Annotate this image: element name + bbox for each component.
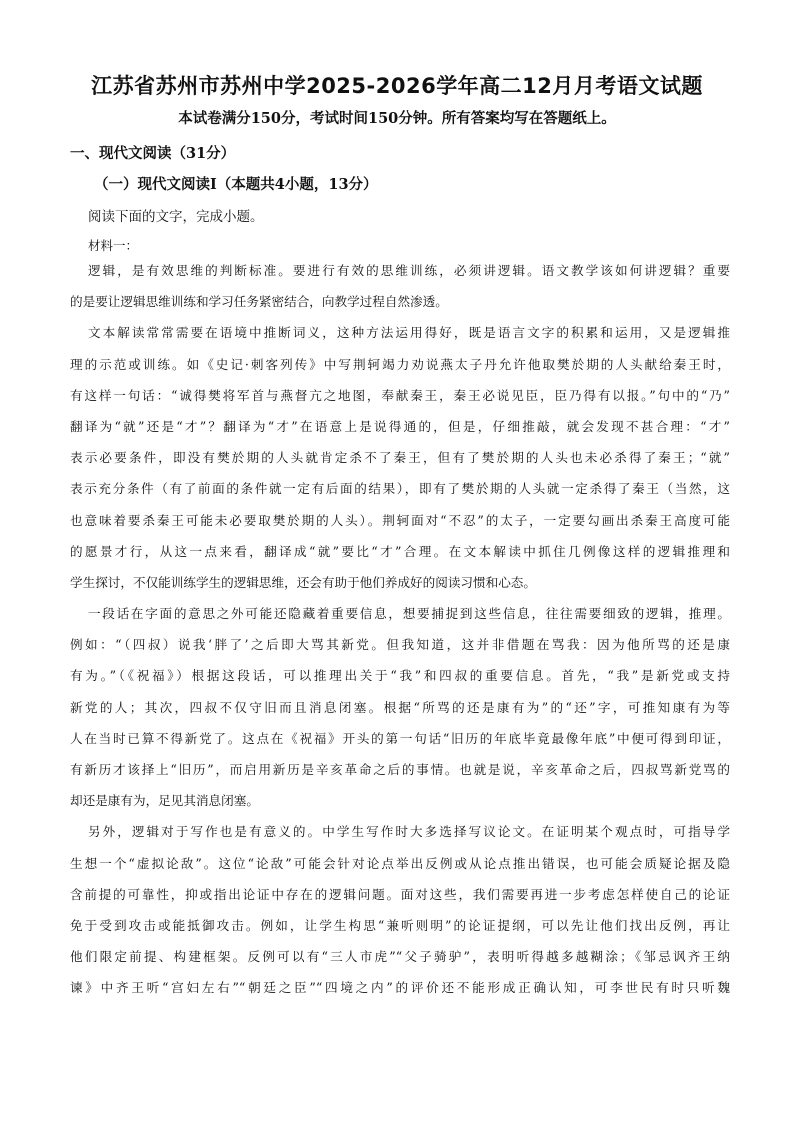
passage-line: 生想一个“虚拟论敌”。这位“论敌”可能会针对论点举出反例或从论点推出错误，也可能会质疑论据及隐	[70, 855, 730, 871]
passage-line: 理的示范或训练。如《史记·刺客列传》中写荆轲竭力劝说燕太子丹允许他取樊於期的人头献给秦王时，	[70, 356, 730, 372]
passage-line: 有为。”（《祝福》）根据这段话，可以推理出关于“我”和四叔的重要信息。首先，“我”是新党或支持	[70, 668, 730, 684]
reading-instruction: 阅读下面的文字，完成小题。	[88, 209, 264, 225]
passage-line: 文本解读常常需要在语境中推断词义，这种方法运用得好，既是语言文字的积累和运用，又是逻辑推	[88, 325, 730, 341]
passage-line: 表示充分条件（有了前面的条件就一定有后面的结果），即有了樊於期的人头就一定杀得了秦王（当然，这	[70, 481, 730, 497]
passage-line: 翻译为“就”还是“才”？翻译为“才”在语意上是说得通的，但是，仔细推敲，就会发现不甚合理：“才”	[70, 418, 730, 434]
passage-line: 他们限定前提、构建框架。反例可以有“三人市虎”“父子骑驴”，表明听得越多越糊涂；《邹忌讽齐王纳	[70, 949, 730, 965]
passage-line: 谏》中齐王听“宫妇左右”“朝廷之臣”“四境之内”的评价还不能形成正确认知，可李世民有时只听魏	[70, 980, 730, 996]
passage-line: 免于受到攻击或能抵御攻击。例如，让学生构思“兼听则明”的论证提纲，可以先让他们找出反例，再让	[70, 917, 730, 933]
subsection-heading: （一）现代文阅读Ⅰ（本题共4小题，13分）	[94, 176, 378, 193]
material-label: 材料一：	[88, 238, 139, 253]
section-heading: 一、现代文阅读（31分）	[70, 145, 236, 162]
passage-body	[70, 255, 730, 1004]
passage-line: 也意味着要杀秦王可能未必要取樊於期的人头）。荆轲面对“不忍”的太子，一定要勾画出杀秦王高度可能	[70, 512, 730, 528]
passage-line: 含前提的可靠性，抑或指出论证中存在的逻辑问题。面对这些，我们需要再进一步考虑怎样使自己的论证	[70, 886, 730, 902]
passage-line: 人在当时已算不得新党了。这点在《祝福》开头的第一句话“旧历的年底毕竟最像年底”中便可得到印证，	[70, 730, 730, 746]
passage-line: 逻辑，是有效思维的判断标准。要进行有效的思维训练，必须讲逻辑。语文教学该如何讲逻辑？重要	[88, 263, 730, 278]
passage-line: 例如：“（四叔）说我‘胖了’之后即大骂其新党。但我知道，这并非借题在骂我：因为他所骂的还是康	[70, 637, 730, 653]
passage-line: 表示必要条件，即没有樊於期的人头就肯定杀不了秦王，但有了樊於期的人头也未必杀得了秦王；“就”	[70, 450, 730, 466]
passage-line: 另外，逻辑对于写作也是有意义的。中学生写作时大多选择写议论文。在证明某个观点时，可指导学	[88, 824, 730, 840]
passage-line: 有这样一句话：“诚得樊将军首与燕督亢之地图，奉献秦王，秦王必说见臣，臣乃得有以报。”句中的“乃”	[70, 387, 730, 403]
exam-instructions: 本试卷满分150分，考试时间150分钟。所有答案均写在答题纸上。	[178, 110, 616, 127]
passage-line: 新党的人；其次，四叔不仅守旧而且消息闭塞。根据“所骂的还是康有为”的“还”字，可推知康有为等	[70, 699, 730, 715]
passage-line: 有新历才该择上“旧历”，而启用新历是辛亥革命之后的事情。也就是说，辛亥革命之后，四叔骂新党骂的	[70, 762, 730, 777]
passage-line: 一段话在字面的意思之外可能还隐藏着重要信息，想要捕捉到这些信息，往往需要细致的逻辑，推理。	[88, 606, 730, 622]
passage-line: 学生探讨，不仅能训练学生的逻辑思维，还会有助于他们养成好的阅读习惯和心态。	[70, 574, 536, 590]
passage-line: 的是要让逻辑思维训练和学习任务紧密结合，向教学过程自然渗透。	[70, 294, 448, 310]
exam-title: 江苏省苏州市苏州中学2025-2026学年高二12月月考语文试题	[91, 74, 703, 98]
passage-line: 却还是康有为，足见其消息闭塞。	[70, 793, 259, 809]
passage-line: 的愿景才行，从这一点来看，翻译成“就”要比“才”合理。在文本解读中抓住几例像这样的逻辑推理和	[70, 543, 730, 559]
